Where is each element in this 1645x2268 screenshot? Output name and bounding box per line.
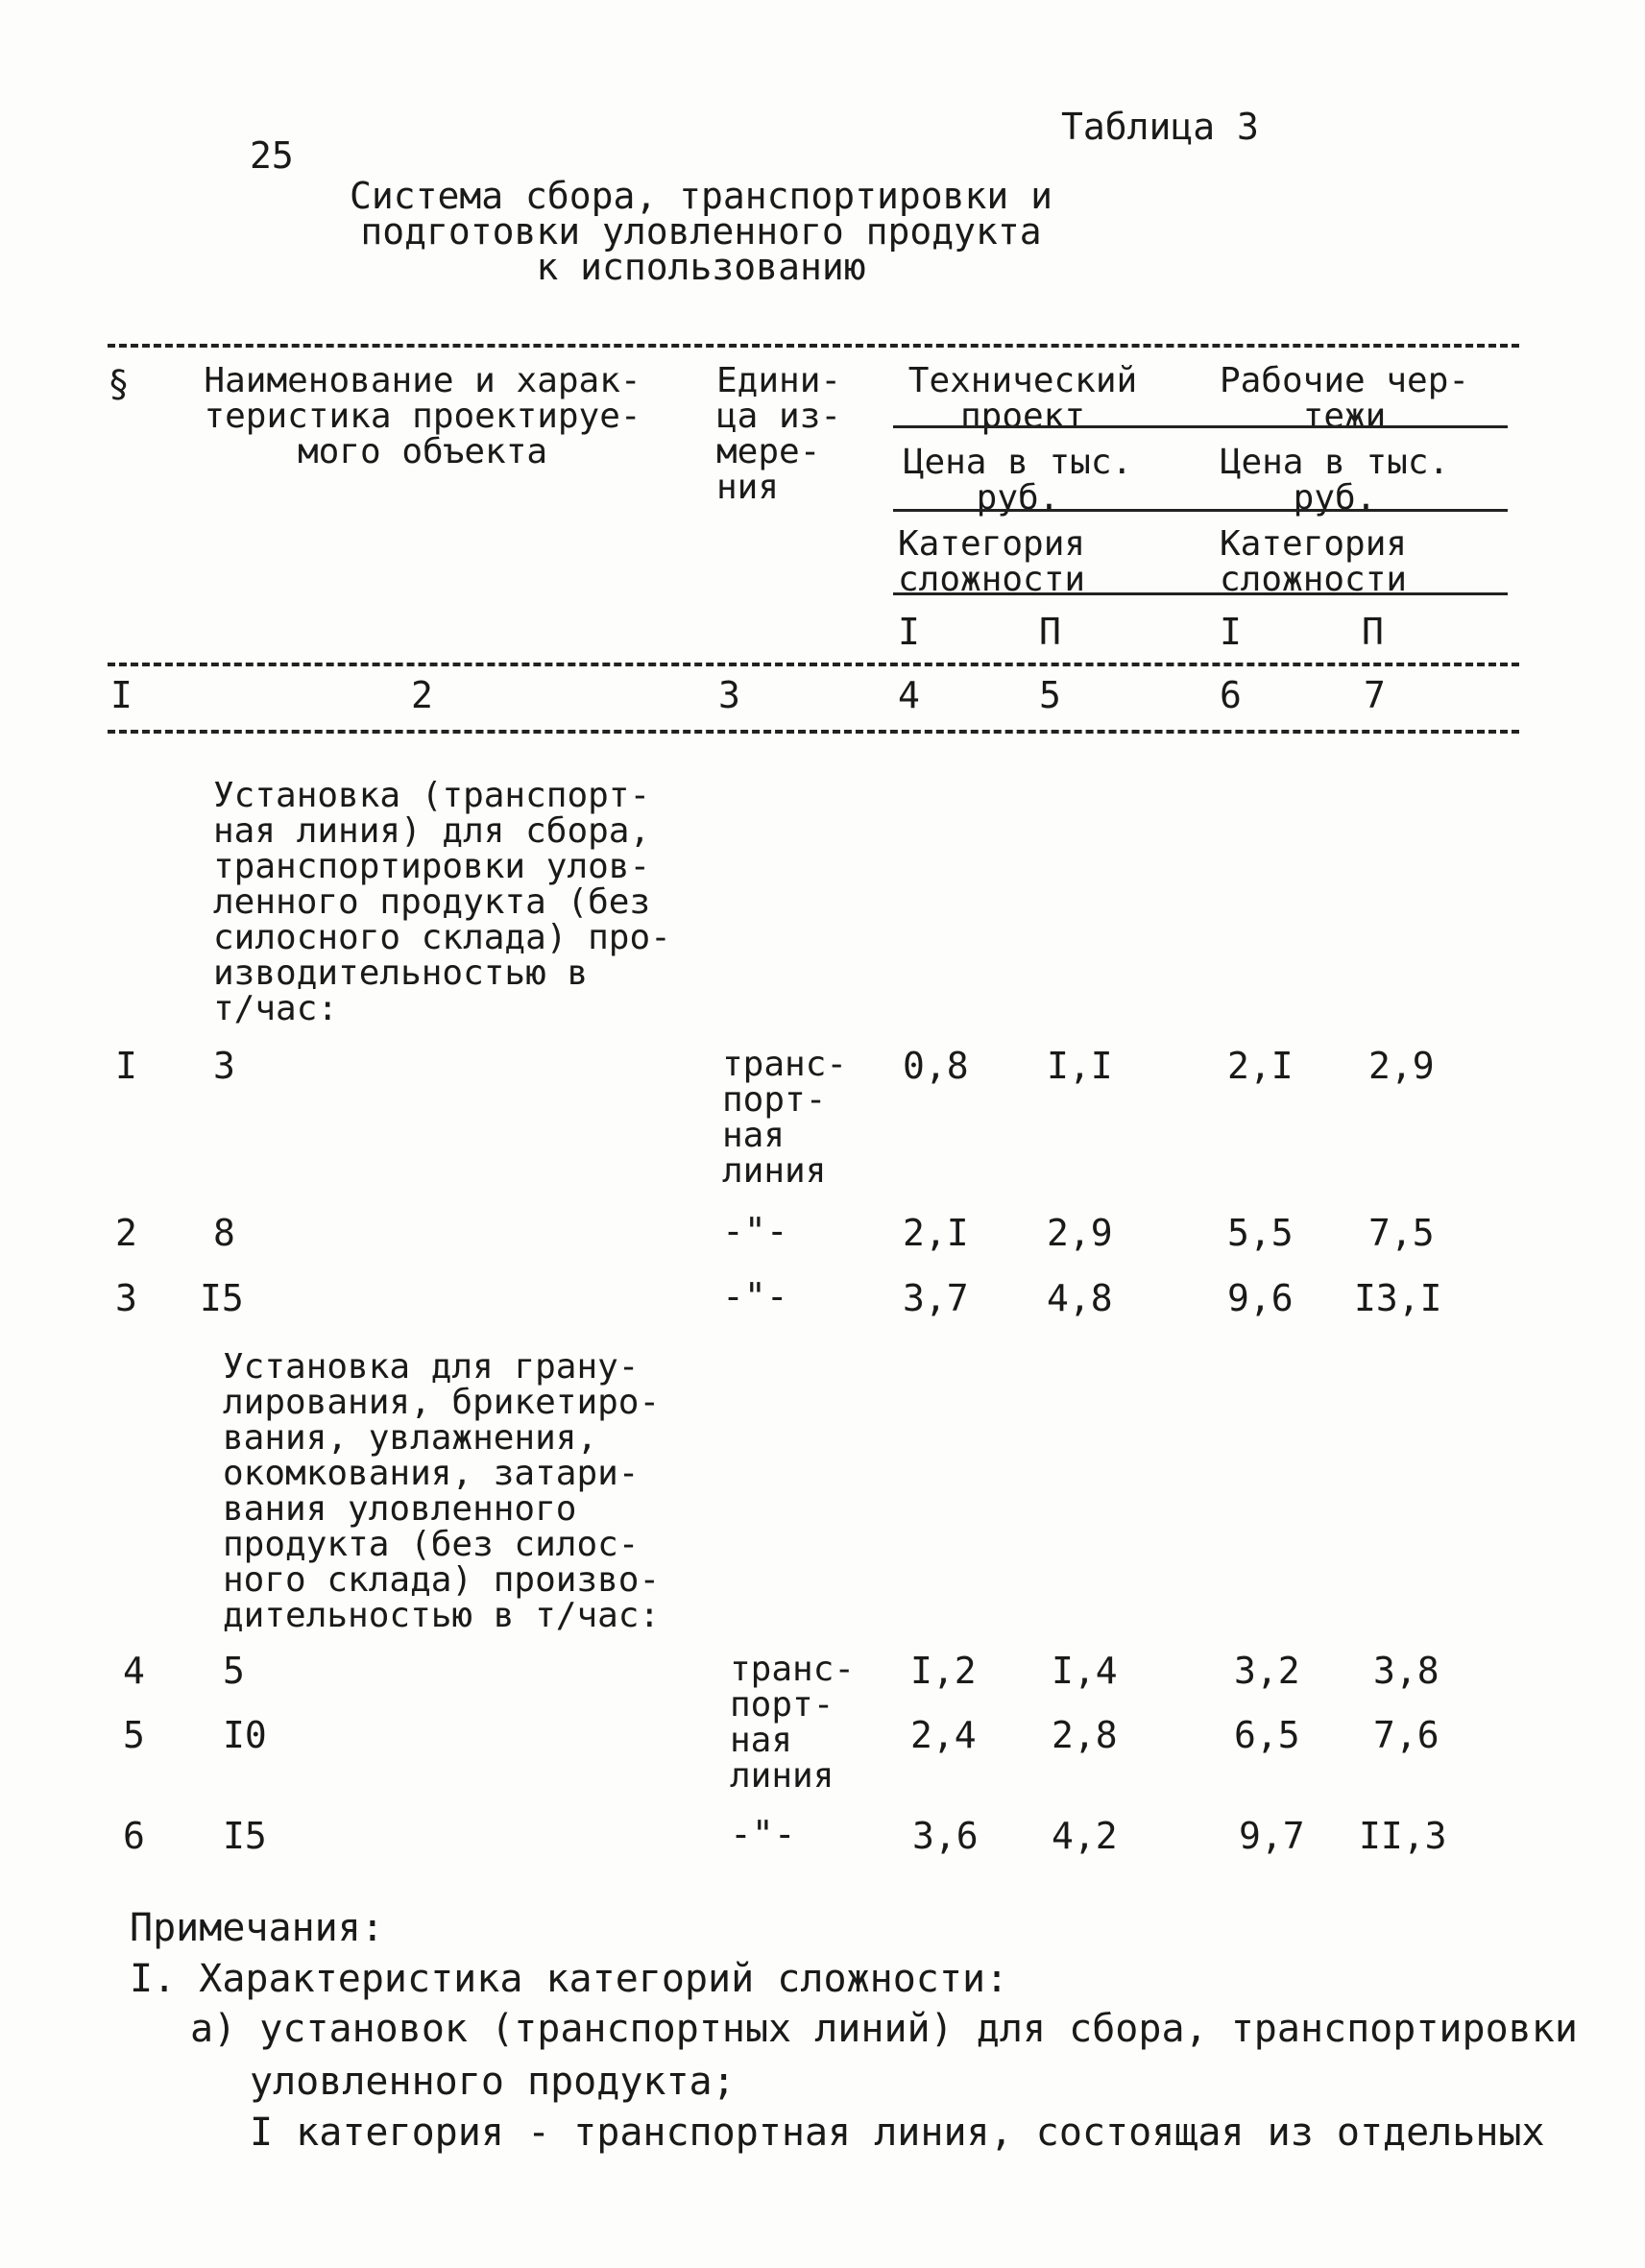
- col-number-6: 6: [1220, 674, 1242, 716]
- col-number-4: 4: [898, 674, 920, 716]
- row1-wd-cat1: 2,I: [1227, 1045, 1294, 1087]
- row1-tp-cat2: I,I: [1047, 1045, 1113, 1087]
- header-section-sign: §: [108, 363, 130, 405]
- header-object-name: Наименование и харак- теристика проектируе- мого объекта: [204, 361, 641, 471]
- row2-number: 2: [115, 1212, 137, 1254]
- col-number-7: 7: [1364, 674, 1386, 716]
- row4-wd-cat2: 3,8: [1373, 1650, 1439, 1692]
- row6-unit: -"-: [730, 1813, 796, 1855]
- header-cat-II-wd: П: [1362, 611, 1384, 653]
- section2-description: Установка для грану- лирования, брикетиро- вания, увлажнения, окомкования, затари- вания уловленного продукта (без силос- ного склада) произво- дительностью в т/час:: [223, 1347, 661, 1635]
- header-category-tp: Категория сложности: [898, 524, 1086, 599]
- header-category-wd: Категория сложности: [1220, 524, 1408, 599]
- notes-item-1a-line-2: уловленного продукта;: [250, 2060, 736, 2104]
- notes-item-1a-line-3: I категория - транспортная линия, состоящая из отдельных: [250, 2111, 1545, 2155]
- header-unit: Едини- ца из- мере- ния: [716, 361, 842, 507]
- header-cat-II-tp: П: [1039, 611, 1061, 653]
- header-price-tp: Цена в тыс. руб.: [903, 443, 1133, 518]
- row2-tp-cat2: 2,9: [1047, 1212, 1113, 1254]
- title-line-3: к использованию: [536, 246, 866, 288]
- row3-wd-cat1: 9,6: [1227, 1277, 1294, 1319]
- row5-tp-cat1: 2,4: [910, 1714, 977, 1756]
- col-number-5: 5: [1039, 674, 1061, 716]
- header-cat-I-wd: I: [1220, 611, 1242, 653]
- notes-item-1a-line-1: а) установок (транспортных линий) для сбора, транспортировки: [190, 2007, 1578, 2051]
- row4-tp-cat2: I,4: [1052, 1650, 1118, 1692]
- row2-unit: -"-: [722, 1210, 788, 1252]
- row1-capacity: 3: [213, 1045, 235, 1087]
- col-number-2: 2: [411, 674, 433, 716]
- row5-capacity: I0: [223, 1714, 267, 1756]
- row1-unit: транс- порт- ная линия: [722, 1045, 848, 1191]
- row5-tp-cat2: 2,8: [1052, 1714, 1118, 1756]
- row3-tp-cat2: 4,8: [1047, 1277, 1113, 1319]
- row3-number: 3: [115, 1277, 137, 1319]
- row2-wd-cat2: 7,5: [1368, 1212, 1435, 1254]
- row1-tp-cat1: 0,8: [903, 1045, 969, 1087]
- row5-wd-cat2: 7,6: [1373, 1714, 1439, 1756]
- row4-capacity: 5: [223, 1650, 245, 1692]
- header-rule-1: [893, 425, 1508, 428]
- row2-capacity: 8: [213, 1212, 235, 1254]
- row2-wd-cat1: 5,5: [1227, 1212, 1294, 1254]
- row5-number: 5: [123, 1714, 145, 1756]
- row5-wd-cat1: 6,5: [1234, 1714, 1300, 1756]
- title-line-2: подготовки уловленного продукта: [360, 210, 1042, 253]
- row6-wd-cat1: 9,7: [1239, 1815, 1305, 1857]
- page-number: 25: [250, 134, 294, 177]
- row6-tp-cat1: 3,6: [912, 1815, 979, 1857]
- title-line-1: Система сбора, транспортировки и: [349, 175, 1053, 217]
- row1-wd-cat2: 2,9: [1368, 1045, 1435, 1087]
- section1-description: Установка (транспорт- ная линия) для сбора, транспортировки улов- ленного продукта (без силосного склада) про- изводительностью в т/час:: [213, 776, 671, 1028]
- row4-5-unit: транс- порт- ная линия: [730, 1650, 856, 1796]
- header-cat-I-tp: I: [898, 611, 920, 653]
- row2-tp-cat1: 2,I: [903, 1212, 969, 1254]
- notes-heading: Примечания:: [130, 1906, 384, 1950]
- notes-item-1: I. Характеристика категорий сложности:: [130, 1957, 1009, 2001]
- table-header-bottom-rule: [108, 730, 1519, 734]
- col-number-3: 3: [718, 674, 740, 716]
- table-label: Таблица 3: [1061, 106, 1259, 148]
- row4-number: 4: [123, 1650, 145, 1692]
- table-top-rule: [108, 344, 1519, 348]
- row6-capacity: I5: [223, 1815, 267, 1857]
- header-rule-2: [893, 509, 1508, 512]
- row4-tp-cat1: I,2: [910, 1650, 977, 1692]
- header-price-wd: Цена в тыс. руб.: [1220, 443, 1450, 518]
- row3-tp-cat1: 3,7: [903, 1277, 969, 1319]
- header-technical-project: Технический проект: [907, 361, 1138, 436]
- row3-unit: -"-: [722, 1275, 788, 1317]
- column-numbers-top-rule: [108, 663, 1519, 666]
- header-rule-3: [893, 592, 1508, 595]
- row6-tp-cat2: 4,2: [1052, 1815, 1118, 1857]
- row4-wd-cat1: 3,2: [1234, 1650, 1300, 1692]
- row3-wd-cat2: I3,I: [1354, 1277, 1442, 1319]
- row1-number: I: [115, 1045, 137, 1087]
- row6-wd-cat2: II,3: [1359, 1815, 1447, 1857]
- header-working-drawings: Рабочие чер- тежи: [1219, 361, 1470, 436]
- col-number-1: I: [110, 674, 133, 716]
- row6-number: 6: [123, 1815, 145, 1857]
- row3-capacity: I5: [200, 1277, 244, 1319]
